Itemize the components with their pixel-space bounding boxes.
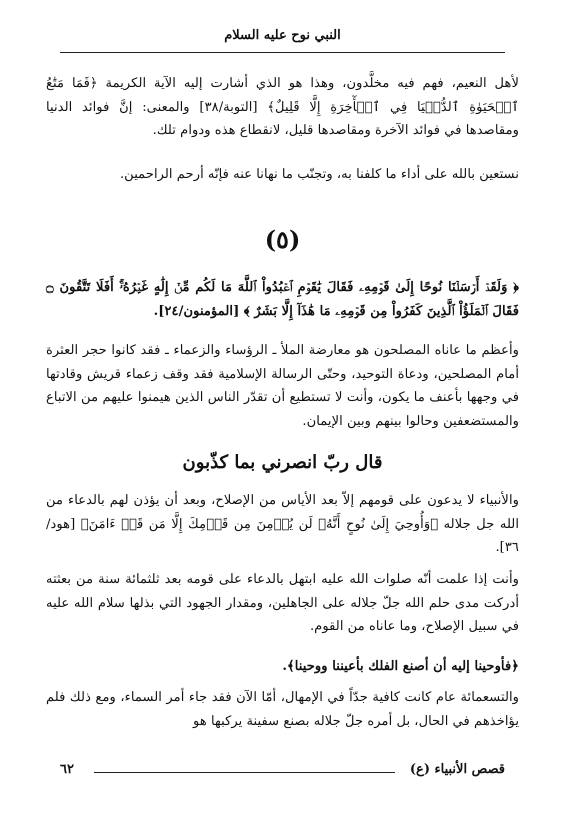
header-title: النبي نوح عليه السلام — [224, 28, 341, 43]
paragraph-7: ﴿فأوحينا إليه أن أصنع الفلك بأعيننا ووحينا﴾. — [282, 659, 519, 674]
header-rule — [60, 52, 505, 53]
paragraph-6: وأنت إذا علمت أنّه صلوات الله عليه ابتهل بالدعاء على قومه بعد ثلثمائة سنة من بعثته أدركت مدى حلم الله جلّ جلاله على الجاهلين، ومقدار الجهود التي بذلها سلام الله عليه في سبيل الإصلاح، وما عاناه من القوم. — [46, 572, 519, 634]
section-number: (٥) — [264, 225, 301, 254]
footer-book-title: قصص الأنبياء (ع) — [409, 762, 505, 777]
page-number: ٦٢ — [60, 762, 74, 777]
paragraph-2: نستعين بالله على أداء ما كلفنا به، وتجنّب ما نهانا عنه فإنّه أرحم الراحمين. — [119, 167, 519, 182]
paragraph-4: وأعظم ما عاناه المصلحون هو معارضة الملأ ـ الرؤساء والزعماء ـ فقد كانوا حجر العثرة أمام المصلحين، ودعاة التوحيد، وحتّى الرسالة الإسلامية فقد وقف زعماء قريش وقادتها في وجهها بأعنف ما يكون، وأنت لا تستطيع أن تقدّر الناس الذين هيمنوا عليهم من الاتباع والمستضعفين وحالوا بينهم وبين الإيمان. — [46, 343, 519, 429]
paragraph-5: والأنبياء لا يدعون على قومهم إلاّ بعد الأياس من الإصلاح، وبعد أن يؤذن لهم بالدعاء من الله جل جلاله ﴿وَأُوحِيَ إِلَىٰ نُوحٍ أَنَّهُۥ لَن يُؤۡمِنَ مِن قَوۡمِكَ إِلَّا مَن قَدۡ ءَامَنَ﴾ [هود/٣٦]. — [46, 493, 519, 555]
footer-rule — [94, 772, 395, 773]
paragraph-1: لأهل النعيم، فهم فيه مخلَّدون، وهذا هو الذي أشارت إليه الآية الكريمة ﴿فَمَا مَتَٰعُ ٱلۡحَيَوٰةِ ٱلدُّنۡيَا فِي ٱلۡأٓخِرَةِ إِلَّا قَلِيلٌ﴾ [التوبة/٣٨] والمعنى: إنَّ فوائد الدنيا ومقاصدها في فوائد الآخرة ومقاصدها قليل، لانقطاع هذه ودوام تلك. — [46, 76, 519, 138]
section-subheading: قال ربّ انصرني بما كذّبون — [182, 452, 383, 473]
running-footer — [60, 762, 505, 782]
paragraph-8: والتسعمائة عام كانت كافية جدّاً في الإمهال، أمّا الآن فقد جاء أمر السماء، ومع ذلك فلم يؤاخذهم في الحال، بل أمره جلّ جلاله بصنع سفينة يركبها هو — [46, 690, 519, 729]
running-header — [60, 28, 505, 56]
quran-verse: ﴿ وَلَقَدۡ أَرۡسَلۡنَا نُوحًا إِلَىٰ قَوۡمِهِۦ فَقَالَ يَٰقَوۡمِ ٱعۡبُدُواْ ٱللَّهَ مَا لَكُم مِّنۡ إِلَٰهٍ غَيۡرُهُۥٓۚ أَفَلَا تَتَّقُونَ ۝ فَقَالَ ٱلۡمَلَؤُاْ ٱلَّذِينَ كَفَرُواْ مِن قَوۡمِهِۦ مَا هَٰذَآ إِلَّا بَشَرٌ ﴾ [المؤمنون/٢٤]. — [46, 280, 519, 319]
